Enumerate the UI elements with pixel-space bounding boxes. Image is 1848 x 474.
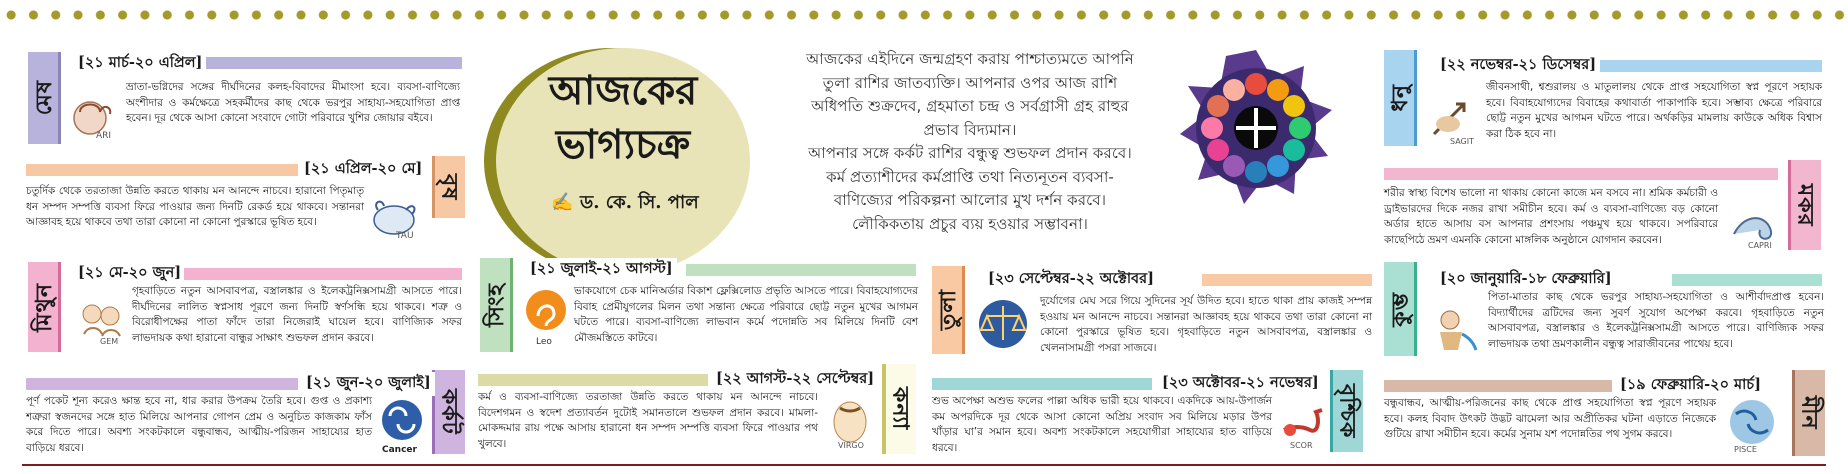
sign-label: কর্কট	[432, 370, 465, 454]
intro-line: আজকের এইদিনে জন্মগ্রহণ করায় পাশ্চাত্যমতে আপনি	[806, 50, 1134, 68]
libra-icon	[974, 296, 1032, 352]
intro-line: প্রভাব বিদ্যমান।	[923, 120, 1017, 139]
forecast-text: ভাকযোগে চেক মানিঅর্ডার বিকাশ ফ্লেক্সিলোড প্রভৃতি আসতে পারে। বিবাহযোগ্যদের বিবাহ প্রেমীযুগলের মিলন তথা সন্তান্য ক্ষেত্রে পরিবারে ছোট্ট নতুন মুখের আগমন ঘটতে পারে। ব্যবসা-বাণিজ্যে লাভবান কর্মে পদোন্নতি সব মিলিয়ে দিনটি বেশ মৌজমস্তিতে কাটবে।	[574, 285, 918, 344]
sagittarius-icon	[1426, 94, 1482, 146]
intro-line: আপনার সঙ্গে কর্কট রাশির বন্ধুত্ব শুভফল প্রদান করবে।	[808, 144, 1132, 162]
date-range: [২০ জানুয়ারি-১৮ ফেব্রুয়ারি]	[1436, 268, 1616, 292]
dotted-border	[0, 8, 1848, 22]
capricorn-icon	[1724, 194, 1782, 250]
taurus-icon	[368, 194, 424, 242]
color-bar	[26, 164, 298, 176]
sign-label: মীন	[1792, 370, 1825, 456]
date-range: [২১ মে-২০ জুন]	[74, 262, 185, 286]
sign-label: বৃশ্চিক	[1330, 370, 1363, 452]
sign-label: মকর	[1788, 160, 1821, 250]
svg-text:CAPRI: CAPRI	[1748, 241, 1772, 250]
bottom-rule	[22, 464, 1826, 466]
date-range: [২১ এপ্রিল-২০ মে]	[300, 158, 426, 182]
forecast-text: শরীর স্বাস্থ্য বিশেষ ভালো না থাকায় কোনো কাজে মন বসবে না। শ্রমিক কর্মচারী ও ড্রাইভারদের দিকে নজর রাখা সমীচীন হবে। কর্ম ও ব্যবসা-বাণিজ্যে বড় কোনো অর্ডার হাতে আসায় বস আপনার প্রশংসায় পঞ্চমুখ হয়ে থাকবে। সপরিবারে কাছেপিঠে ভ্রমণ এমনকি কোনো মাঙ্গলিক অনুষ্ঠানে যোগদান করবেন।	[1384, 187, 1718, 246]
sign-label: কুম্ভ	[1384, 262, 1417, 356]
forecast-text: পূর্ণ পকেট শূন্য করেও ক্ষান্ত হবে না, ধার করার উপক্রম তৈরি হবে। গুপ্ত ও প্রকাশ্য শত্রুরা স্বজনদের সঙ্গে হাত মিলিয়ে আপনার গোপন প্রেম ও অনুচিত কাজকাম ফাঁস করে দিতে পারে। অবশ্য সংকটকালে বন্ধুবান্ধব, আত্মীয়-পরিজন সাহায্যের হাত বাড়িয়ে ধরবে।	[26, 395, 372, 454]
color-bar	[1672, 274, 1822, 286]
cancer-icon	[378, 398, 426, 454]
date-range: [২৩ অক্টোবর-২১ নভেম্বর]	[1158, 372, 1323, 396]
pisces-icon	[1722, 396, 1782, 454]
svg-text:Cancer: Cancer	[382, 445, 417, 454]
date-range: [২১ জুলাই-২১ আগস্ট]	[526, 258, 677, 282]
intro-line: বাণিজ্যের পরিকল্পনা আলোর মুখ দর্শন করবে।	[833, 191, 1107, 209]
forecast-text: ভ্রাতা-ভগ্নিদের সঙ্গের দীর্ঘদিনের কলহ-বিবাদের মীমাংসা হবে। ব্যবসা-বাণিজ্যে অংশীদার ও কর্মক্ষেত্রে সহকর্মীদের কাছ থেকে ভরপুর সাহায্য-সহযোগিতা প্রাপ্ত হবেন। দূর থেকে আসা কোনো সংবাদে গোটা পরিবারে খুশির জোয়ার বইবে।	[126, 81, 460, 125]
sign-label: তুলা	[932, 266, 965, 354]
sign-label: বৃষ	[432, 156, 465, 218]
intro-text	[770, 48, 1170, 236]
zodiac-wheel-icon	[1176, 48, 1336, 208]
intro-line: লৌকিকতায় প্রচুর ব্যয় হওয়ার সম্ভাবনা।	[852, 214, 1088, 233]
date-range: [২১ জুন-২০ জুলাই]	[302, 372, 435, 396]
author-byline	[520, 188, 730, 219]
forecast-text: চতুর্দিক থেকে তরতাজা উন্নতি করতে থাকায় মন আনন্দে নাচবে। হারানো পিতৃমাতৃ ধন সম্পদ সম্পত্তি ব্যবসা ফিরে পাওয়ার জন্য দিনটি রেকর্ড হয়ে থাকবে। সন্তানরা আজ্ঞাবহ হয়ে থাকবে তথা তারা কোনো না কোনো পুরস্কারে ভূষিত হবে।	[26, 185, 364, 229]
svg-text:TAU: TAU	[396, 231, 414, 241]
virgo-icon	[824, 394, 878, 452]
forecast-text: শুভ অপেক্ষা অশুভ ফলের পাল্লা অধিক ভারী হয়ে থাকবে। একদিকে আয়-উপার্জন কম অপরদিকে দূর থেকে আসা কোনো অপ্রিয় সংবাদ সব মিলিয়ে মড়ার উপর খাঁড়ার ঘা’র সমান হবে। অবশ্য সংকটকালে সহযোগীরা সাহায্যের হাত বাড়িয়ে ধরবে।	[932, 395, 1272, 454]
svg-text:SCOR: SCOR	[1290, 441, 1313, 450]
aquarius-icon	[1426, 302, 1484, 358]
date-range: [২১ মার্চ-২০ এপ্রিল]	[74, 52, 206, 76]
leo-icon	[522, 286, 570, 348]
title-line-1: আজকের	[548, 67, 698, 114]
color-bar	[478, 374, 708, 386]
date-range: [২২ নভেম্বর-২১ ডিসেম্বর]	[1436, 54, 1600, 78]
author-name: ড. কে. সি. পাল	[580, 192, 699, 213]
svg-text:VIRGO: VIRGO	[838, 441, 864, 450]
sign-label: কন্যা	[882, 364, 916, 454]
forecast-text: দুর্যোগের মেঘ সরে গিয়ে সুদিনের সূর্য উদিত হবে। হাতে থাকা প্রায় কাজই সম্পন্ন হওয়ায় মন আনন্দে নাচবে। সন্তানরা আজ্ঞাবহ হয়ে থাকবে তথা তারা কোনো না কোনো পুরস্কারে ভূষিত হবে। গৃহবাড়িতে নতুন আসবাবপত্র, বস্ত্রালঙ্কার ও খেলনাসামগ্রী পসরা সাজবে।	[1040, 295, 1372, 354]
svg-text:SAGIT: SAGIT	[1450, 137, 1475, 146]
color-bar	[932, 378, 1152, 390]
forecast-text: পিতা-মাতার কাছ থেকে ভরপুর সাহায্য-সহযোগিতা ও আশীর্বাদপ্রাপ্ত হবেন। বিদ্যার্থীদের ত্রটিদের জন্য সুবর্ণ সুযোগ অপেক্ষা করবে। গৃহবাড়িতে নতুন আসবাবপত্র, বস্ত্রালঙ্কার ও ইলেকট্রনিক্সসামগ্রী আসতে পারে। বাণিজ্যিক সফর লাভদায়ক তথা ভ্রমণকালীন বন্ধুত্ব সারাজীবনের পাথেয় হবে।	[1488, 291, 1824, 350]
sign-label: মিথুন	[28, 262, 61, 352]
forecast-text: গৃহবাড়িতে নতুন আসবাবপত্র, বস্ত্রালঙ্কার ও ইলেকট্রনিক্সসামগ্রী আসতে পারে। দীর্ঘদিনের লালিত স্বপ্নসাধ পূরণে জন্য দিনটি স্বর্ণসন্ধি হয়ে থাকবে। শত্রু ও বিরোধীপক্ষের পাতা ফাঁদে তারা নিজেরাই ঘায়েল হবে। বাণিজ্যিক সফর লাভদায়ক কথা হারানো বান্ধুর সাক্ষাৎ শুভফল প্রদান করবে।	[132, 285, 462, 344]
title-line-2: ভাগ্যচক্র	[555, 121, 691, 168]
intro-line: অধিপতি শুক্রদেব, গ্রহমাতা চন্দ্র ও সর্বগ্রাসী গ্রহ রাহুর	[811, 97, 1129, 115]
color-bar	[200, 57, 462, 69]
forecast-text: কর্ম ও ব্যবসা-বাণিজ্যে তরতাজা উন্নতি করতে থাকায় মন আনন্দে নাচবে। বিদেশগমন ও স্বদেশ প্রত্যাবর্তন দুটোই সমানতালে শুভফল প্রদান করবে। মামলা-মোকদ্দমার রায় পক্ষে আসায় হারানো ধন সম্পদ সম্পত্তি ব্যবসা ফিরে পাওয়ার পথ খুলবে।	[478, 391, 818, 450]
page-title	[508, 64, 738, 172]
sign-label: মেষ	[28, 52, 61, 144]
svg-text:GEM: GEM	[100, 337, 119, 346]
intro-line: কর্ম প্রত্যাশীদের কর্মপ্রাপ্তি তথা নিত্যনূতন ব্যবসা-	[826, 167, 1114, 186]
intro-line: তুলা রাশির জাতব্যক্তি। আপনার ওপর আজ রাশি	[822, 73, 1118, 92]
gemini-icon	[74, 294, 130, 346]
color-bar	[26, 378, 298, 390]
color-bar	[1202, 274, 1372, 286]
color-bar	[686, 264, 916, 276]
date-range: [২৩ সেপ্টেম্বর-২২ অক্টোবর]	[984, 268, 1158, 292]
forecast-text: বন্ধুবান্ধব, আত্মীয়-পরিজনের কাছ থেকে প্রাপ্ত সহযোগিতা স্বপ্ন পূরণে সহায়ক হবে। কলহ বিবাদ উৎকট উদ্ভট ঝামেলা আর অপ্রীতিকর ঘটনা এড়াতে নিজেকে গুটিয়ে রাখা সমীচীন হবে। কর্মের সুনাম যশ পদোন্নতির পথ সুগম করবে।	[1384, 397, 1716, 441]
color-bar	[1384, 168, 1778, 180]
aries-icon	[66, 92, 120, 144]
sign-label: সিংহ	[480, 258, 513, 352]
date-range: [১৯ ফেব্রুয়ারি-২০ মার্চ]	[1616, 374, 1765, 398]
pen-icon: ✍	[551, 192, 581, 213]
scorpio-icon	[1276, 396, 1330, 452]
color-bar	[1600, 60, 1822, 72]
color-bar	[1384, 380, 1612, 392]
svg-text:PISCE: PISCE	[1734, 445, 1757, 454]
svg-text:Leo: Leo	[536, 337, 552, 347]
forecast-text: জীবনসাথী, শ্বশুরালয় ও মাতুলালয় থেকে প্রাপ্ত সহযোগিতা স্বপ্ন পূরণে সহায়ক হবে। বিবাহযোগ্যদের বিবাহের কথাবার্তা পাকাপাকি হবে। সম্ভাব্য ক্ষেত্রে পরিবারে ছোট্ট নতুন মুখের আগমন ঘটতে পারে। অর্থকড়ির মামলায় কাউকে অধিক বিশ্বাস করা ঠিক হবে না।	[1486, 81, 1822, 140]
svg-text:ARI: ARI	[96, 131, 112, 141]
sign-label: ধনু	[1384, 50, 1417, 146]
color-bar	[184, 268, 462, 280]
date-range: [২২ আগস্ট-২২ সেপ্টেম্বর]	[712, 368, 878, 392]
